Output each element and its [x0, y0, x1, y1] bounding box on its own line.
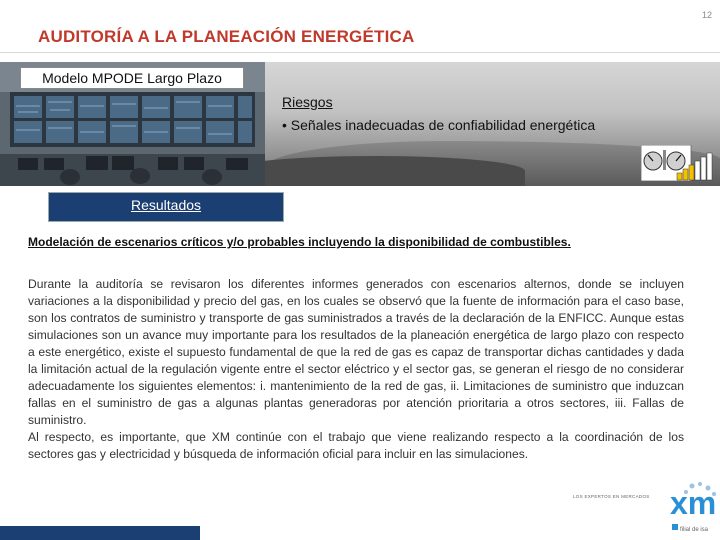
risk-gauge-icon [641, 145, 713, 181]
model-label: Modelo MPODE Largo Plazo [20, 67, 244, 89]
body-paragraph: Durante la auditoría se revisaron los diferentes informes generados con escenarios alternos, donde se incluyen variaciones a la disponibilidad y precio del gas, en los cuales se observó que la fuente de información para el caso base, son los contratos de suministro y transporte de gas suministrados a través de la declaración de la ENFICC. Aunque estas simulaciones son un avance muy importante para los resultados de la planeación energética de largo plazo con respecto a este energético, existe el supuesto fundamental de que la red de gas es capaz de transportar dichas cantidades y dada la limitación actual de la regulación vigente entre el sector eléctrico y el sector gas, se generan el riesgo de no considerar adecuadamente los siguientes elementos: i. mantenimiento de la red de gas, ii. Limitaciones de suministro que induzcan fallas en el suministro de gas a algunas plantas generadoras por atención prioritaria a otros sectores, iii. Fallas de suministro. [28, 277, 684, 427]
logo-filial: filial de isa [680, 527, 709, 533]
footer-bar [0, 526, 200, 540]
title-divider [0, 52, 720, 53]
page-title: AUDITORÍA A LA PLANEACIÓN ENERGÉTICA [38, 27, 415, 46]
riesgos-item: • Señales inadecuadas de confiabilidad energética [282, 117, 596, 133]
landscape-foreground [265, 156, 525, 186]
page-number: 12 [701, 10, 712, 20]
body-paragraph: Al respecto, es importante, que XM continúe con el trabajo que viene realizando respecto a la coordinación de los sectores gas y electricidad y búsqueda de información oficial para incluir en las simulaciones. [28, 430, 684, 461]
logo-tagline: LOS EXPERTOS EN MERCADOS [573, 494, 650, 499]
riesgos-heading: Riesgos [282, 94, 333, 110]
body-text [28, 276, 684, 463]
logo-brand: xm [670, 485, 717, 521]
section-subtitle: Modelación de escenarios críticos y/o probables incluyendo la disponibilidad de combustibles. [28, 235, 571, 249]
resultados-label: Resultados [130, 197, 202, 213]
